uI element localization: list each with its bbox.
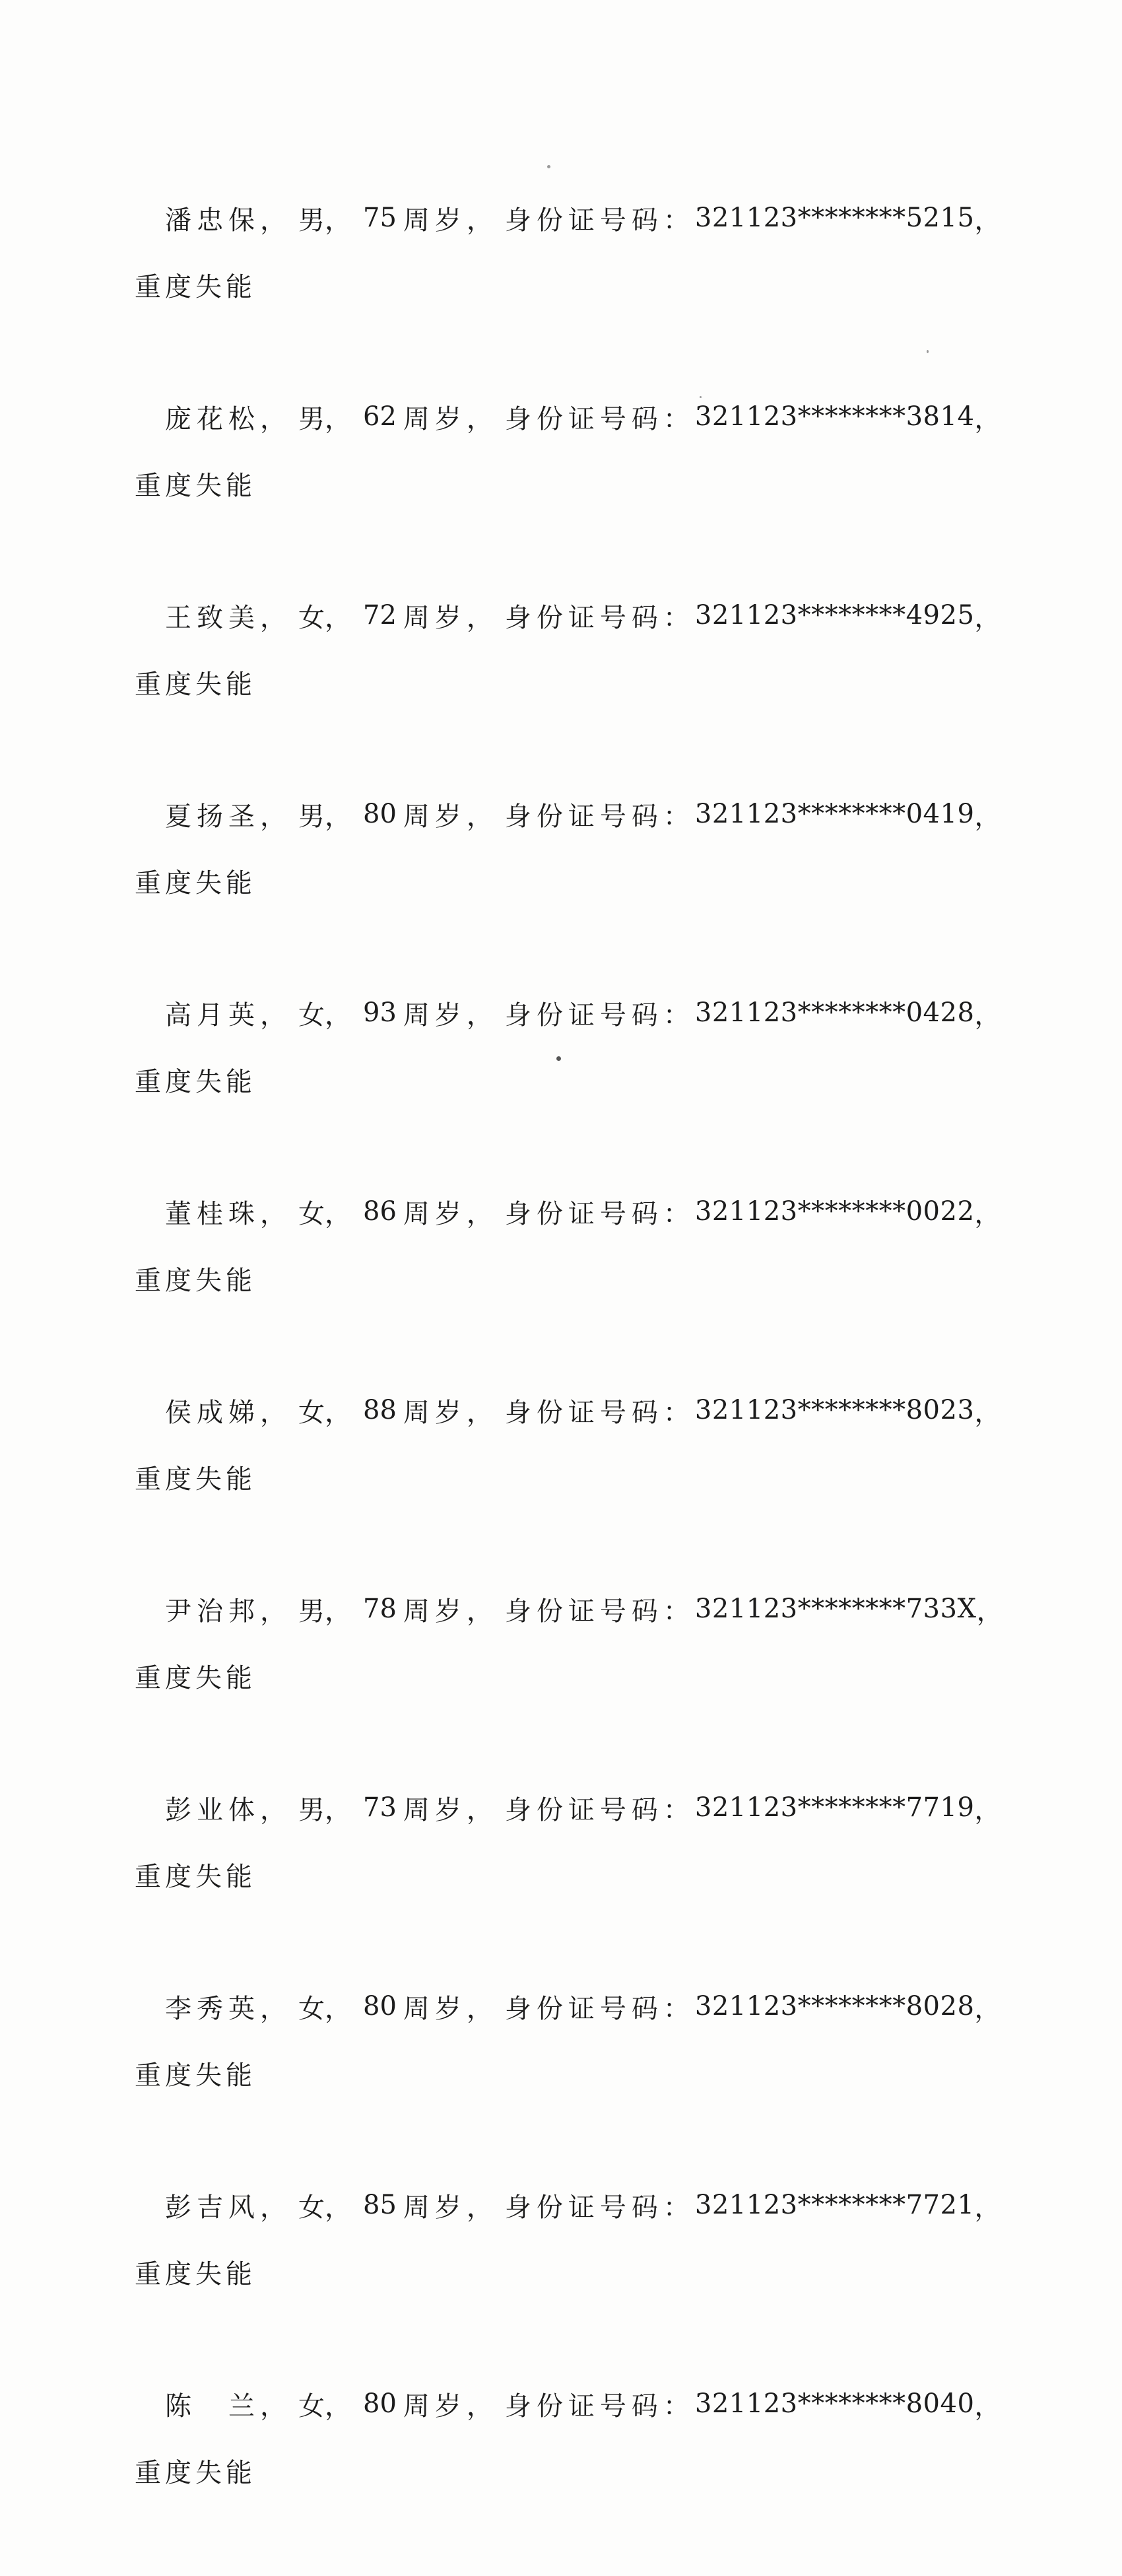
list-item: [135, 2179, 1012, 2377]
entry-line: 潘忠保 ， 男 ， 75 周岁 ， 身份证号码： 321123********5215 ，: [135, 191, 1012, 244]
id-number: 321123********4925: [694, 600, 975, 630]
age-unit: 周岁: [403, 1397, 467, 1428]
person-gender: 男: [298, 205, 325, 236]
person-gender: 女: [298, 1000, 325, 1031]
entry-line: 彭吉风 ， 女 ， 85 周岁 ， 身份证号码： 321123********7721 ，: [135, 2179, 1012, 2231]
person-age: 80: [363, 2389, 397, 2419]
disability-status: 重度失能: [135, 669, 256, 700]
person-gender: 女: [298, 2192, 325, 2223]
scan-speck: [556, 1056, 561, 1061]
person-list: [135, 191, 1012, 2576]
age-unit: 周岁: [403, 1000, 467, 1031]
list-item: [135, 390, 1012, 589]
entry-line: 侯成娣 ， 女 ， 88 周岁 ， 身份证号码： 321123********8023 ，: [135, 1384, 1012, 1437]
disability-status: 重度失能: [135, 470, 256, 501]
list-item: [135, 986, 1012, 1185]
age-unit: 周岁: [403, 801, 467, 832]
person-age: 73: [363, 1792, 397, 1823]
id-number: 321123********0428: [694, 998, 975, 1028]
person-age: 72: [363, 600, 397, 630]
person-gender: 女: [298, 1397, 325, 1428]
entry-status-line: [135, 2047, 256, 2099]
disability-status: 重度失能: [135, 2457, 256, 2488]
scan-speck: [927, 350, 929, 353]
person-name: 彭业体: [165, 1794, 260, 1825]
entry-line: 庞花松 ， 男 ， 62 周岁 ， 身份证号码： 321123********3814 ，: [135, 390, 1012, 443]
list-item: [135, 191, 1012, 390]
entry-status-line: [135, 1053, 256, 1106]
id-label: 身份证号码：: [504, 2192, 695, 2223]
scan-speck: [547, 165, 550, 168]
person-gender: 女: [298, 602, 325, 633]
age-unit: 周岁: [403, 1198, 467, 1229]
entry-status-line: [135, 2245, 256, 2298]
person-name: 侯成娣: [165, 1397, 260, 1428]
entry-status-line: [135, 2444, 256, 2497]
id-number: 321123********8028: [694, 1991, 975, 2021]
list-item: [135, 1781, 1012, 1980]
entry-line: 高月英 ， 女 ， 93 周岁 ， 身份证号码： 321123********0428 ，: [135, 986, 1012, 1039]
age-unit: 周岁: [403, 1794, 467, 1825]
person-gender: 男: [298, 801, 325, 832]
person-gender: 男: [298, 403, 325, 434]
age-unit: 周岁: [403, 1993, 467, 2024]
id-number: 321123********0419: [694, 799, 975, 829]
list-item: [135, 589, 1012, 788]
age-unit: 周岁: [403, 403, 467, 434]
person-name: 李秀英: [165, 1993, 260, 2024]
person-gender: 女: [298, 2390, 325, 2422]
age-unit: 周岁: [403, 2390, 467, 2422]
age-unit: 周岁: [403, 205, 467, 236]
entry-line: 尹治邦 ， 男 ， 78 周岁 ， 身份证号码： 321123********733X ，: [135, 1582, 1012, 1635]
person-name: 尹治邦: [165, 1596, 260, 1627]
id-number: 321123********3814: [694, 401, 975, 432]
person-name: 高月英: [165, 1000, 260, 1031]
list-item: [135, 1384, 1012, 1582]
id-label: 身份证号码：: [504, 801, 695, 832]
id-number: 321123********8023: [694, 1395, 975, 1425]
list-item: [135, 1582, 1012, 1781]
disability-status: 重度失能: [135, 1662, 256, 1693]
age-unit: 周岁: [403, 602, 467, 633]
id-label: 身份证号码：: [504, 602, 695, 633]
disability-status: 重度失能: [135, 1066, 256, 1097]
list-item: [135, 1185, 1012, 1384]
entry-status-line: [135, 1252, 256, 1305]
disability-status: 重度失能: [135, 1265, 256, 1296]
disability-status: 重度失能: [135, 867, 256, 898]
entry-status-line: [135, 1848, 256, 1901]
entry-status-line: [135, 656, 256, 708]
id-label: 身份证号码：: [504, 1794, 695, 1825]
person-name: 庞花松: [165, 403, 260, 434]
id-label: 身份证号码：: [504, 1993, 695, 2024]
age-unit: 周岁: [403, 1596, 467, 1627]
person-name: 陈 兰: [165, 2390, 260, 2422]
id-label: 身份证号码：: [504, 2390, 695, 2422]
id-number: 321123********7721: [694, 2190, 975, 2220]
entry-line: 彭业体 ， 男 ， 73 周岁 ， 身份证号码： 321123********7719 ，: [135, 1781, 1012, 1834]
disability-status: 重度失能: [135, 271, 256, 302]
person-age: 80: [363, 799, 397, 829]
person-gender: 男: [298, 1596, 325, 1627]
scan-speck: [700, 396, 702, 398]
disability-status: 重度失能: [135, 1464, 256, 1495]
id-label: 身份证号码：: [504, 1198, 695, 1229]
list-item: [135, 2377, 1012, 2576]
person-age: 93: [363, 998, 397, 1028]
id-label: 身份证号码：: [504, 1596, 695, 1627]
person-gender: 男: [298, 1794, 325, 1825]
person-age: 86: [363, 1196, 397, 1227]
person-age: 62: [363, 401, 397, 432]
id-number: 321123********8040: [694, 2389, 975, 2419]
person-age: 78: [363, 1594, 397, 1624]
person-age: 85: [363, 2190, 397, 2220]
entry-line: 王致美 ， 女 ， 72 周岁 ， 身份证号码： 321123********4925 ，: [135, 589, 1012, 642]
person-gender: 女: [298, 1993, 325, 2024]
id-label: 身份证号码：: [504, 403, 695, 434]
person-name: 王致美: [165, 602, 260, 633]
person-age: 88: [363, 1395, 397, 1425]
age-unit: 周岁: [403, 2192, 467, 2223]
person-gender: 女: [298, 1198, 325, 1229]
entry-status-line: [135, 457, 256, 510]
id-label: 身份证号码：: [504, 1000, 695, 1031]
entry-line: 李秀英 ， 女 ， 80 周岁 ， 身份证号码： 321123********8028 ，: [135, 1980, 1012, 2033]
id-number: 321123********5215: [694, 203, 975, 233]
entry-line: 董桂珠 ， 女 ， 86 周岁 ， 身份证号码： 321123********0022 ，: [135, 1185, 1012, 1238]
entry-status-line: [135, 258, 256, 311]
entry-line: 夏扬圣 ， 男 ， 80 周岁 ， 身份证号码： 321123********0419 ，: [135, 788, 1012, 840]
list-item: [135, 1980, 1012, 2179]
entry-status-line: [135, 854, 256, 907]
id-label: 身份证号码：: [504, 1397, 695, 1428]
person-name: 董桂珠: [165, 1198, 260, 1229]
person-age: 80: [363, 1991, 397, 2021]
entry-status-line: [135, 1649, 256, 1702]
id-label: 身份证号码：: [504, 205, 695, 236]
disability-status: 重度失能: [135, 2258, 256, 2289]
id-number: 321123********7719: [694, 1792, 975, 1823]
disability-status: 重度失能: [135, 2060, 256, 2091]
id-number: 321123********0022: [694, 1196, 975, 1227]
person-name: 潘忠保: [165, 205, 260, 236]
id-number: 321123********733X: [694, 1594, 977, 1624]
entry-line: 陈 兰 ， 女 ， 80 周岁 ， 身份证号码： 321123********8040 ，: [135, 2377, 1012, 2430]
disability-status: 重度失能: [135, 1861, 256, 1892]
person-name: 彭吉风: [165, 2192, 260, 2223]
list-item: [135, 788, 1012, 986]
entry-status-line: [135, 1450, 256, 1503]
person-name: 夏扬圣: [165, 801, 260, 832]
person-age: 75: [363, 203, 397, 233]
